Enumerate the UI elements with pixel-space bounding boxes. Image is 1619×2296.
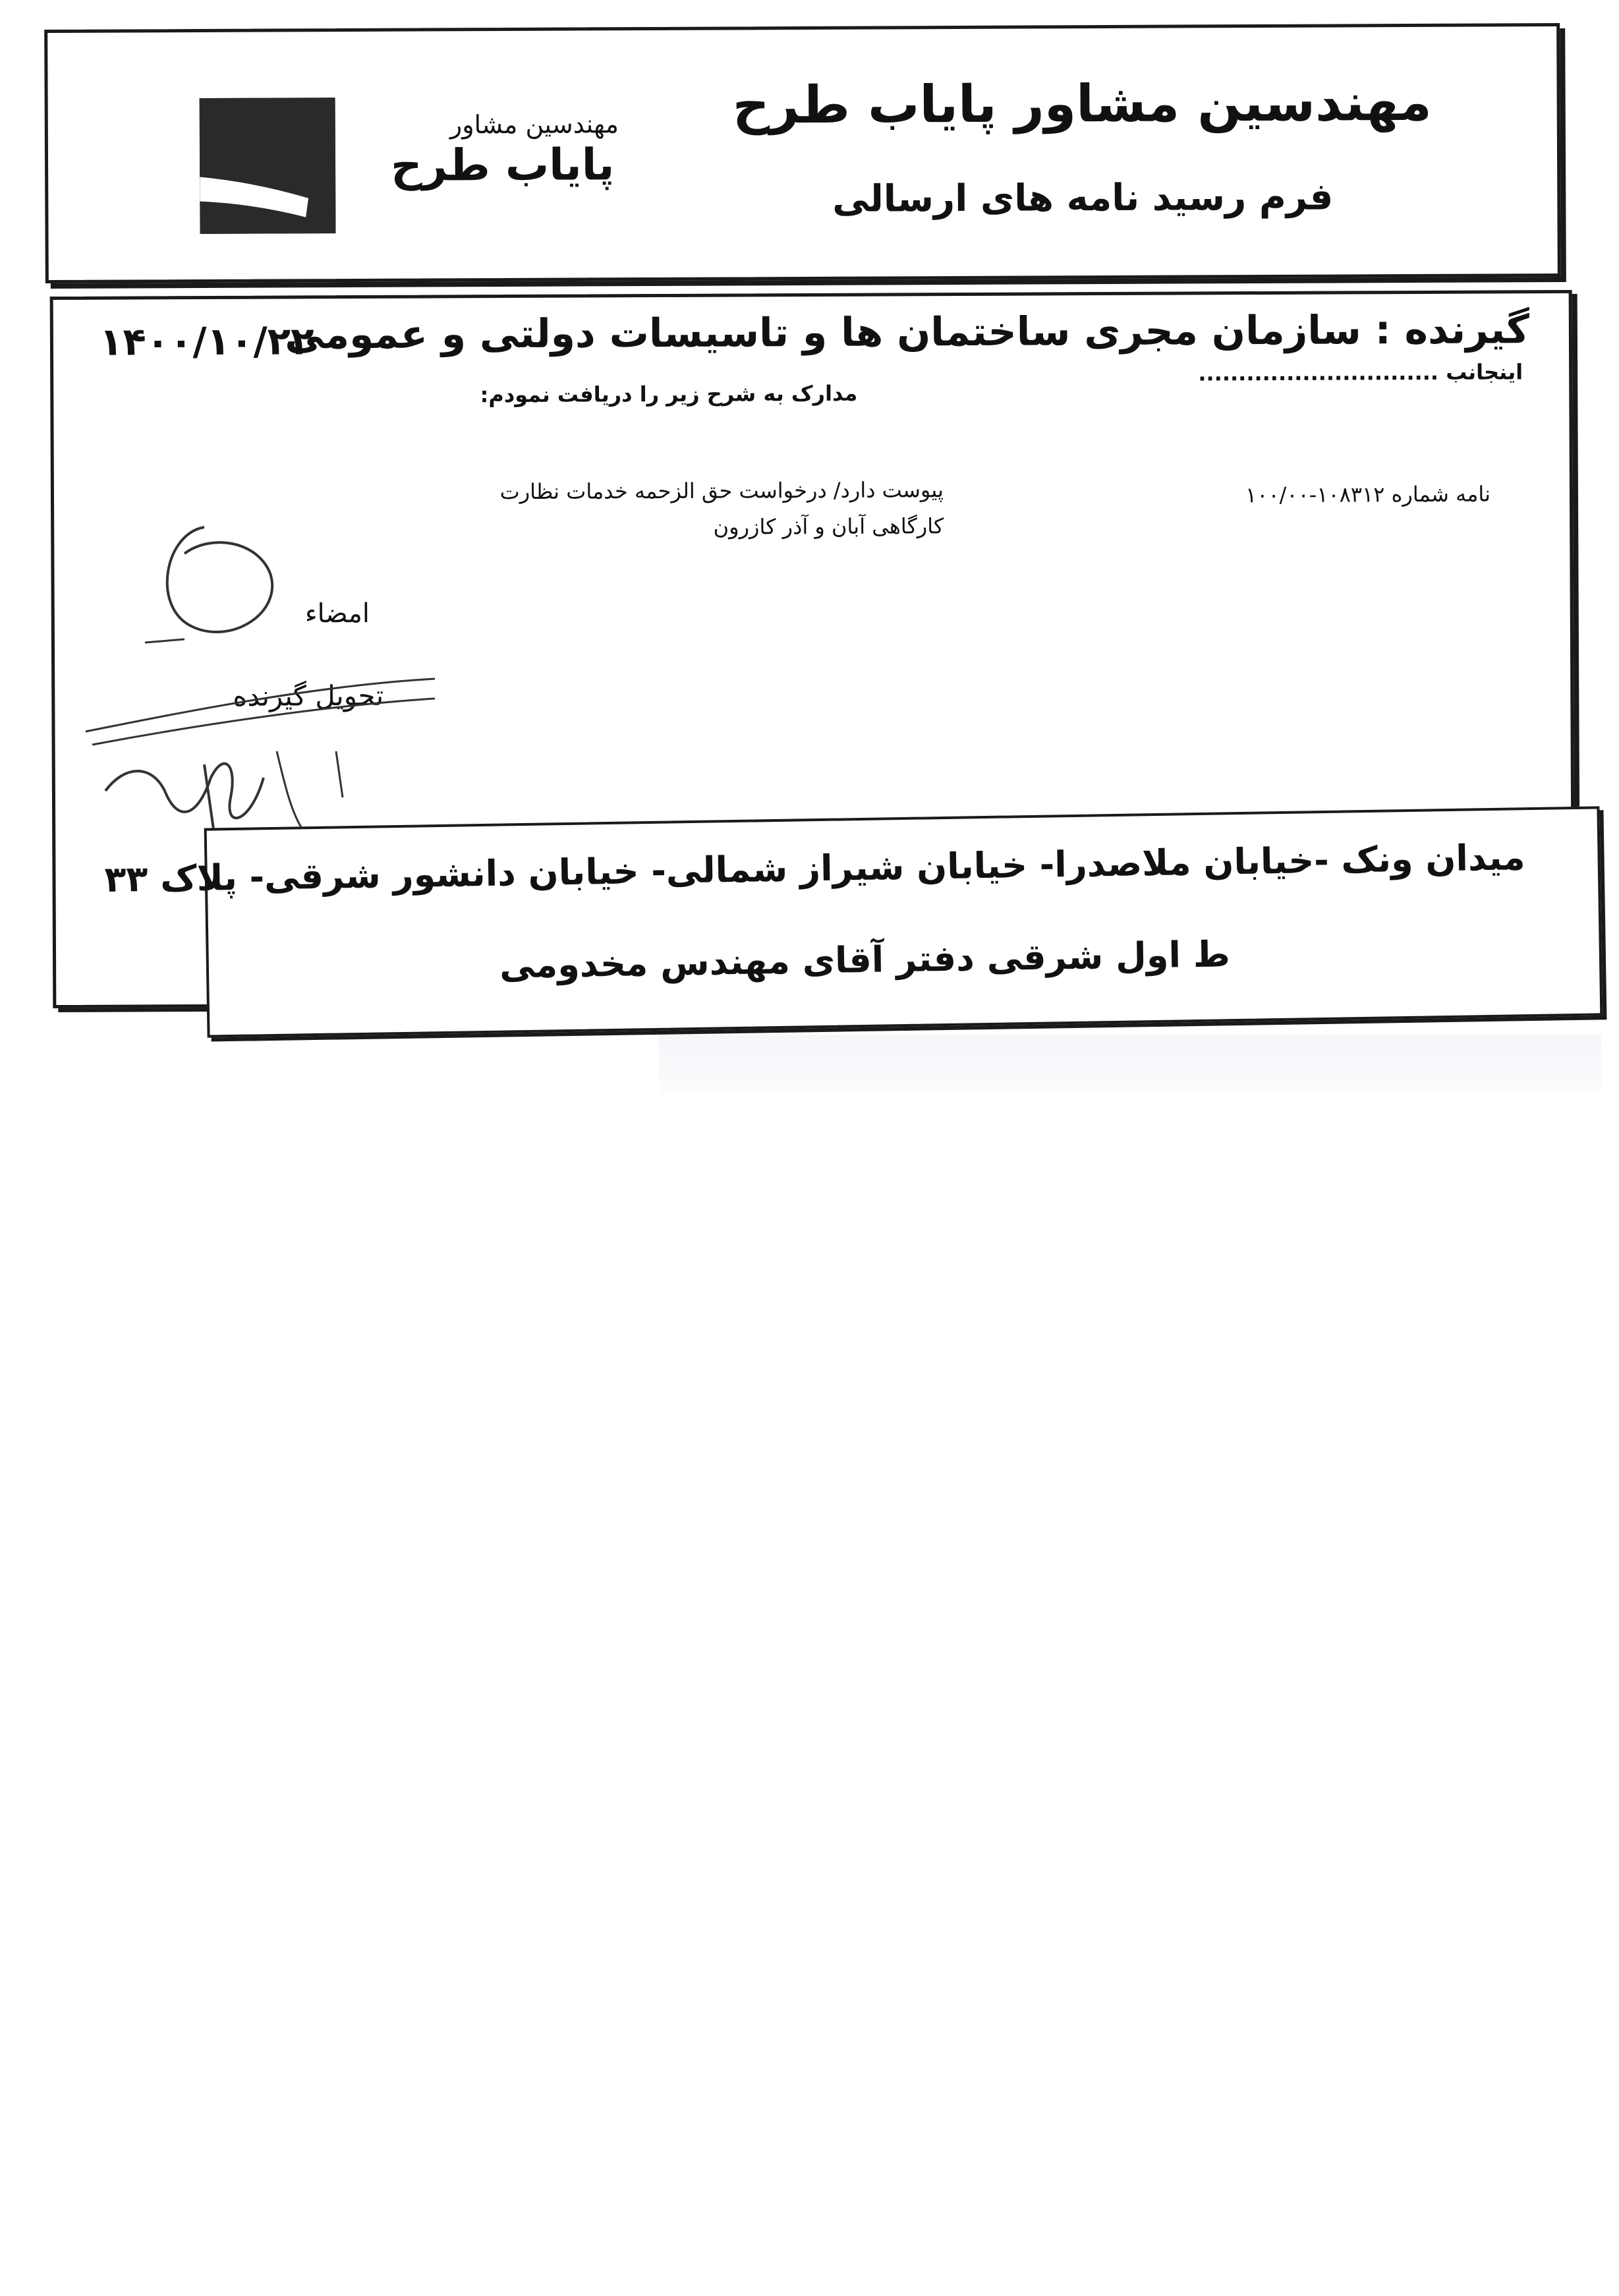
- date: ۱۴۰۰/۱۰/۲۲: [99, 318, 314, 364]
- receiver-label: تحویل گیرنده: [233, 679, 384, 712]
- signature-label: امضاء: [304, 598, 370, 629]
- address-line-office: ط اول شرقی دفتر آقای مهندس مخدومی: [499, 933, 1231, 987]
- logo-wordmark: پایاب طرح: [390, 139, 615, 191]
- letter-number: نامه شماره ۱۰۸۳۱۲-۱۰۰/۰۰: [1245, 481, 1491, 508]
- attachment-description: پیوست دارد/ درخواست حق الزحمه خدمات نظارت: [499, 477, 944, 505]
- logo-subtitle: مهندسین مشاور: [449, 109, 619, 140]
- recipient-line: گیرنده : سازمان مجری ساختمان ها و تاسیسات دولتی و عمومی: [285, 306, 1530, 359]
- lead-text-name: اینجانب ..............................: [1198, 359, 1523, 386]
- handwritten-signature: [66, 514, 461, 857]
- address-box: [104, 806, 1603, 1037]
- letterhead-box: [44, 23, 1561, 283]
- company-name: مهندسین مشاور پایاب طرح: [732, 72, 1432, 136]
- lead-text-received: مدارک به شرح زیر را دریافت نمودم:: [480, 380, 858, 408]
- company-logo-icon: [200, 98, 336, 234]
- form-title: فرم رسید نامه های ارسالی: [832, 175, 1334, 221]
- address-line: میدان ونک -خیابان ملاصدرا- خیابان شیراز شمالی- خیابان دانشور شرقی- پلاک ۳۳: [104, 836, 1526, 901]
- scan-artifact: [659, 1035, 1601, 1094]
- attachment-description-cont: کارگاهی آبان و آذر کازرون: [713, 513, 944, 540]
